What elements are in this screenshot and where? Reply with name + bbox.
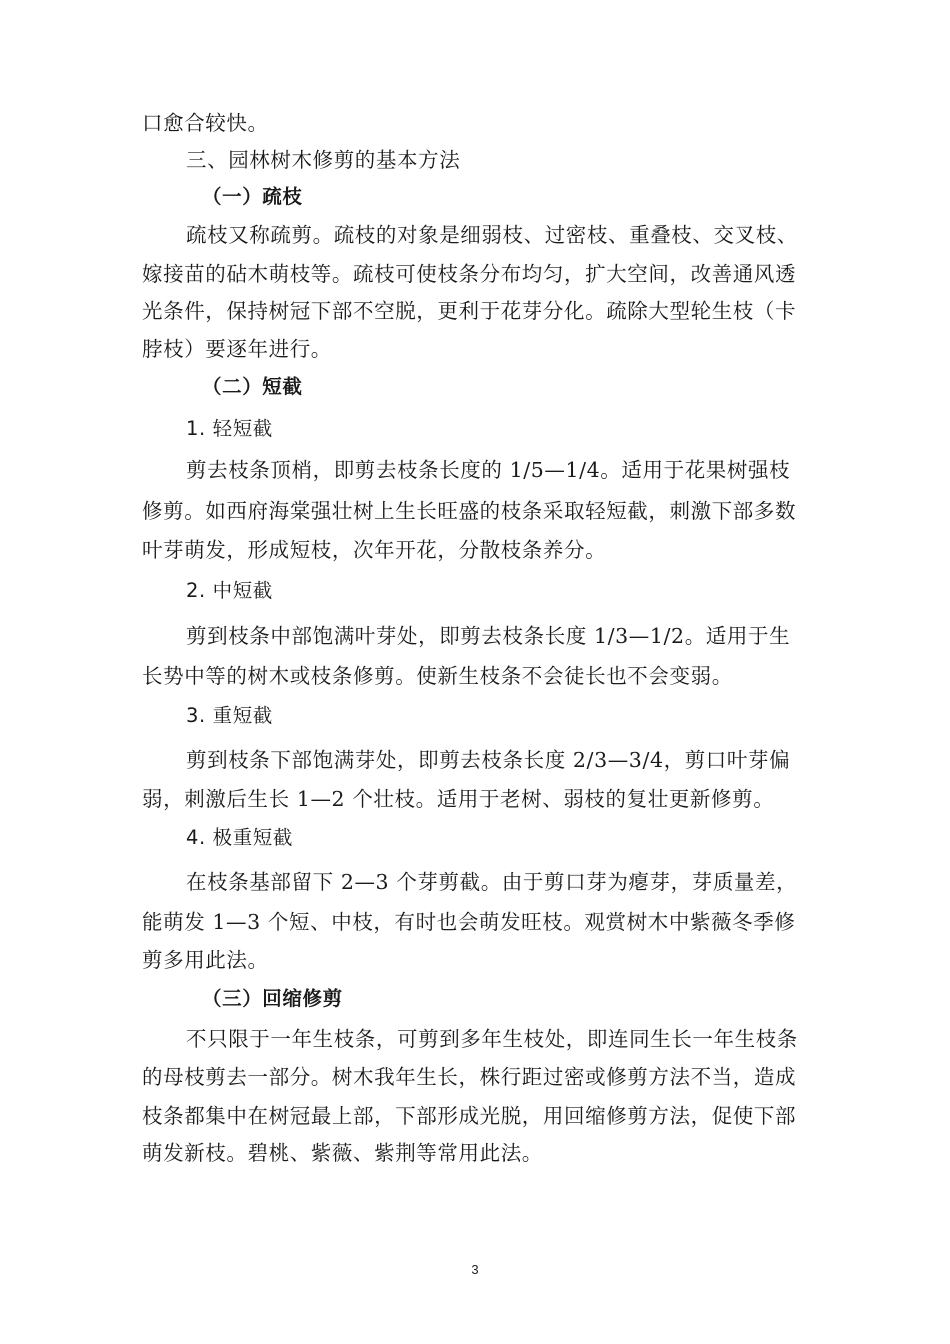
paragraph-line: 叶芽萌发，形成短枝，次年开花，分散枝条养分。 bbox=[142, 538, 607, 562]
subsection-heading-heading-back: （二）短截 bbox=[202, 375, 303, 398]
paragraph-line: 修剪。如西府海棠强壮树上生长旺盛的枝条采取轻短截，刺激下部多数 bbox=[142, 499, 797, 523]
item-heading-heavy: 3. 重短截 bbox=[186, 704, 273, 727]
paragraph-line: 剪多用此法。 bbox=[142, 948, 269, 972]
paragraph-line: 嫁接苗的砧木萌枝等。疏枝可使枝条分布均匀，扩大空间，改善通风透 bbox=[142, 262, 797, 286]
subsection-heading-thinning: （一）疏枝 bbox=[202, 185, 303, 208]
paragraph-line: 剪到枝条中部饱满叶芽处，即剪去枝条长度 1/3—1/2。适用于生 bbox=[186, 624, 791, 648]
paragraph-line: 能萌发 1—3 个短、中枝，有时也会萌发旺枝。观赏树木中紫薇冬季修 bbox=[142, 910, 796, 934]
section-heading: 三、园林树木修剪的基本方法 bbox=[186, 148, 461, 172]
paragraph-line: 疏枝又称疏剪。疏枝的对象是细弱枝、过密枝、重叠枝、交叉枝、 bbox=[186, 223, 798, 247]
subsection-heading-cut-back: （三）回缩修剪 bbox=[202, 987, 343, 1010]
item-heading-extreme: 4. 极重短截 bbox=[186, 826, 294, 849]
paragraph-line: 在枝条基部留下 2—3 个芽剪截。由于剪口芽为瘪芽，芽质量差， bbox=[186, 870, 798, 894]
paragraph-line: 脖枝）要逐年进行。 bbox=[142, 337, 332, 361]
paragraph-line: 长势中等的树木或枝条修剪。使新生枝条不会徒长也不会变弱。 bbox=[142, 664, 733, 688]
paragraph-line: 口愈合较快。 bbox=[142, 111, 269, 135]
paragraph-line: 剪去枝条顶梢，即剪去枝条长度的 1/5—1/4。适用于花果树强枝 bbox=[186, 458, 791, 482]
paragraph-line: 不只限于一年生枝条，可剪到多年生枝处，即连同生长一年生枝条 bbox=[186, 1027, 798, 1051]
item-heading-medium: 2. 中短截 bbox=[186, 579, 273, 602]
paragraph-line: 弱，刺激后生长 1—2 个壮枝。适用于老树、弱枝的复壮更新修剪。 bbox=[142, 787, 775, 811]
paragraph-line: 光条件，保持树冠下部不空脱，更利于花芽分化。疏除大型轮生枝（卡 bbox=[142, 299, 797, 323]
page-number: 3 bbox=[471, 1262, 479, 1277]
paragraph-line: 萌发新枝。碧桃、紫薇、紫荆等常用此法。 bbox=[142, 1141, 543, 1165]
paragraph-line: 剪到枝条下部饱满芽处，即剪去枝条长度 2/3—3/4，剪口叶芽偏 bbox=[186, 748, 791, 772]
item-heading-light: 1. 轻短截 bbox=[186, 417, 273, 440]
paragraph-line: 枝条都集中在树冠最上部，下部形成光脱，用回缩修剪方法，促使下部 bbox=[142, 1104, 797, 1128]
paragraph-line: 的母枝剪去一部分。树木我年生长，株行距过密或修剪方法不当，造成 bbox=[142, 1065, 797, 1089]
